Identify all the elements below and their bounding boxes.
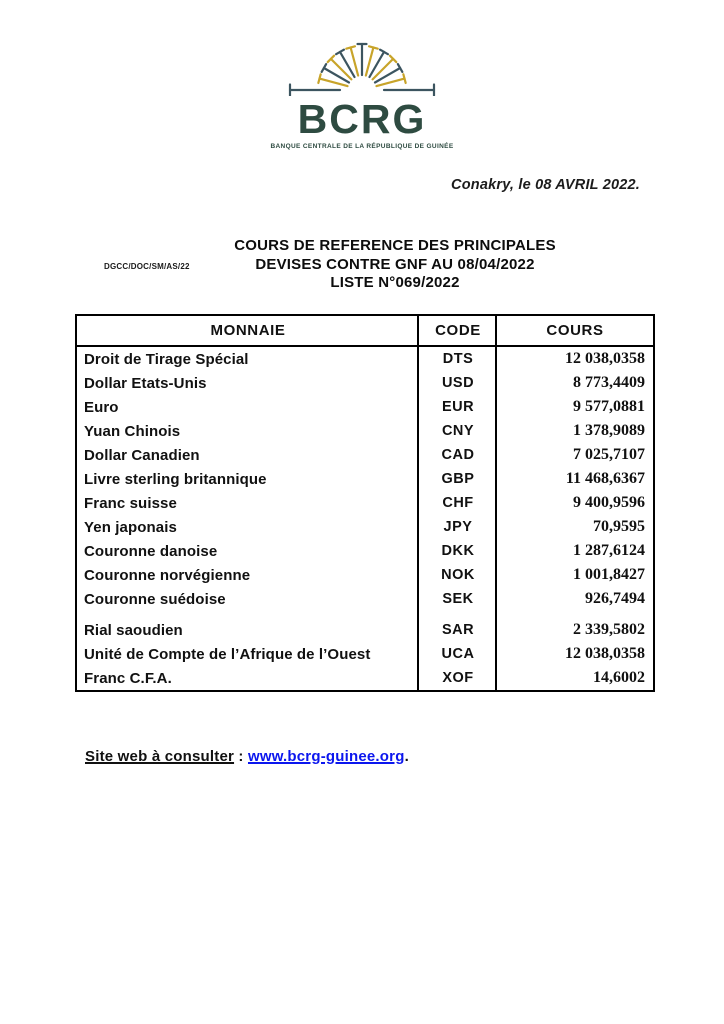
currency-code: DKK [441, 543, 475, 559]
currency-name: Yen japonais [84, 518, 177, 536]
currency-rate: 2 339,5802 [573, 621, 645, 638]
currency-name: Livre sterling britannique [84, 470, 267, 488]
currency-code: SAR [441, 622, 475, 638]
website-label: Site web à consulter [85, 748, 235, 765]
table-row [77, 395, 653, 419]
column-divider [417, 316, 419, 690]
table-row [77, 642, 653, 666]
currency-rate: 1 001,8427 [573, 566, 645, 583]
title-line-1: COURS DE REFERENCE DES PRINCIPALES [234, 237, 556, 254]
logo-caption: BANQUE CENTRALE DE LA RÉPUBLIQUE DE GUINÉE [270, 143, 454, 150]
currency-rate: 926,7494 [585, 590, 645, 607]
currency-name: Franc suisse [84, 494, 177, 512]
currency-name: Couronne danoise [84, 542, 218, 560]
table-row [77, 347, 653, 371]
currency-code: USD [441, 375, 475, 391]
currency-rate: 1 378,9089 [573, 422, 645, 439]
currency-code: UCA [441, 646, 475, 662]
currency-code: XOF [442, 670, 474, 686]
website-line [85, 748, 409, 765]
document-title [180, 237, 610, 293]
table-header-row [77, 316, 653, 347]
website-link[interactable]: www.bcrg-guinee.org [247, 748, 405, 765]
currency-code: CHF [442, 495, 474, 511]
title-line-2: DEVISES CONTRE GNF AU 08/04/2022 [255, 255, 535, 273]
header-cours: COURS [546, 322, 604, 339]
currency-rate: 7 025,7107 [573, 446, 645, 463]
currency-code: GBP [441, 471, 475, 487]
currency-name: Dollar Canadien [84, 446, 200, 464]
currency-name: Unité de Compte de l’Afrique de l’Ouest [84, 645, 371, 663]
currency-name: Couronne suédoise [84, 590, 226, 608]
table-row [77, 539, 653, 563]
currency-code: JPY [443, 519, 473, 535]
currency-rate: 12 038,0358 [565, 645, 645, 662]
logo-wordmark: BCRG [297, 96, 427, 142]
currency-name: Euro [84, 398, 119, 416]
table-row [77, 587, 653, 611]
currency-code: DTS [442, 351, 474, 367]
currency-name: Rial saoudien [84, 621, 183, 639]
currency-rate: 1 287,6124 [573, 542, 645, 559]
currency-name: Dollar Etats-Unis [84, 374, 207, 392]
currency-code: EUR [441, 399, 475, 415]
table-row [77, 443, 653, 467]
table-row [77, 618, 653, 642]
reference-code: DGCC/DOC/SM/AS/22 [104, 262, 190, 271]
currency-code: CNY [441, 423, 475, 439]
currency-rate: 8 773,4409 [573, 374, 645, 391]
currency-name: Couronne norvégienne [84, 566, 251, 584]
table-row [77, 419, 653, 443]
date-line: Conakry, le 08 AVRIL 2022. [451, 177, 640, 193]
title-line-3: LISTE N°069/2022 [330, 274, 460, 291]
currency-name: Franc C.F.A. [84, 669, 172, 687]
table-row [77, 467, 653, 491]
bcrg-logo [0, 42, 724, 150]
table-row [77, 491, 653, 515]
table-row [77, 666, 653, 690]
website-separator: : [234, 748, 248, 765]
currency-name: Yuan Chinois [84, 422, 181, 440]
header-code: CODE [435, 322, 481, 339]
currency-name: Droit de Tirage Spécial [84, 350, 249, 368]
currency-code: NOK [441, 567, 475, 583]
currency-rate: 14,6002 [593, 669, 645, 686]
logo-rays-icon [287, 42, 437, 96]
currency-rate: 9 400,9596 [573, 494, 645, 511]
table-row [77, 563, 653, 587]
currency-code: CAD [441, 447, 475, 463]
exchange-rate-table [75, 314, 655, 692]
currency-rate: 70,9595 [593, 518, 645, 535]
table-row [77, 371, 653, 395]
currency-rate: 12 038,0358 [565, 350, 645, 367]
column-divider [495, 316, 497, 690]
currency-code: SEK [442, 591, 474, 607]
currency-rate: 11 468,6367 [565, 470, 645, 487]
currency-rate: 9 577,0881 [573, 398, 645, 415]
website-period: . [404, 748, 409, 765]
table-row [77, 515, 653, 539]
header-monnaie: MONNAIE [210, 322, 286, 339]
